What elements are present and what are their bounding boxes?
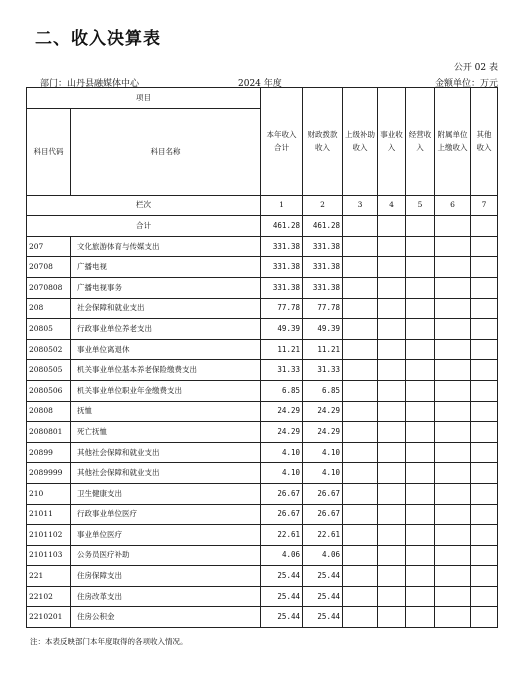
row-empty-cell: [378, 257, 406, 278]
row-empty-cell: [406, 463, 435, 484]
row-fiscal: 26.67: [303, 504, 343, 525]
row-empty-cell: [343, 277, 378, 298]
row-empty-cell: [471, 380, 498, 401]
row-empty-cell: [406, 277, 435, 298]
row-fiscal: 31.33: [303, 360, 343, 381]
row-empty-cell: [378, 360, 406, 381]
row-name: 广播电视: [71, 257, 261, 278]
header-upper: 上级补助收入: [343, 88, 378, 196]
table-row: [27, 483, 498, 504]
row-empty-cell: [435, 545, 471, 566]
row-fiscal: 331.38: [303, 277, 343, 298]
row-name: 机关事业单位基本养老保险缴费支出: [71, 360, 261, 381]
row-total: 331.38: [261, 257, 303, 278]
table-row: [27, 545, 498, 566]
row-fiscal: 25.44: [303, 607, 343, 628]
row-empty-cell: [343, 360, 378, 381]
row-code: 20899: [27, 442, 71, 463]
table-note: 注：本表反映部门本年度取得的各项收入情况。: [30, 637, 188, 646]
sum-fiscal: 461.28: [303, 216, 343, 237]
row-empty-cell: [343, 545, 378, 566]
row-code: 2210201: [27, 607, 71, 628]
row-empty-cell: [378, 277, 406, 298]
col-num-7: 7: [471, 195, 498, 216]
row-empty-cell: [378, 401, 406, 422]
row-empty-cell: [378, 566, 406, 587]
row-empty-cell: [378, 339, 406, 360]
column-number-label: 栏次: [27, 195, 261, 216]
row-empty-cell: [378, 442, 406, 463]
row-name: 住房公积金: [71, 607, 261, 628]
row-name: 事业单位离退休: [71, 339, 261, 360]
year-label: 2024 年度: [238, 79, 282, 89]
row-empty-cell: [435, 483, 471, 504]
row-empty-cell: [471, 442, 498, 463]
row-total: 331.38: [261, 277, 303, 298]
row-empty-cell: [435, 277, 471, 298]
row-name: 抚恤: [71, 401, 261, 422]
row-empty-cell: [343, 401, 378, 422]
table-row: [27, 257, 498, 278]
form-number: 公开 02 表: [453, 63, 498, 73]
row-empty-cell: [343, 463, 378, 484]
row-empty-cell: [343, 566, 378, 587]
row-empty-cell: [378, 586, 406, 607]
sum-label: 合计: [27, 216, 261, 237]
row-empty-cell: [406, 525, 435, 546]
col-num-3: 3: [343, 195, 378, 216]
table-row: [27, 422, 498, 443]
row-empty-cell: [378, 298, 406, 319]
col-num-5: 5: [406, 195, 435, 216]
row-empty-cell: [435, 607, 471, 628]
row-total: 31.33: [261, 360, 303, 381]
row-empty-cell: [343, 483, 378, 504]
row-fiscal: 26.67: [303, 483, 343, 504]
row-code: 20805: [27, 319, 71, 340]
row-code: 2101103: [27, 545, 71, 566]
sum-total: 461.28: [261, 216, 303, 237]
row-empty-cell: [406, 319, 435, 340]
row-empty-cell: [406, 422, 435, 443]
row-name: 文化旅游体育与传媒支出: [71, 236, 261, 257]
row-code: 2080801: [27, 422, 71, 443]
row-code: 2101102: [27, 525, 71, 546]
row-code: 221: [27, 566, 71, 587]
row-empty-cell: [406, 236, 435, 257]
row-code: 2080505: [27, 360, 71, 381]
row-total: 24.29: [261, 422, 303, 443]
department-label: 部门：山丹县融媒体中心: [40, 79, 140, 89]
row-fiscal: 6.85: [303, 380, 343, 401]
row-empty-cell: [471, 463, 498, 484]
table-row: [27, 607, 498, 628]
row-name: 卫生健康支出: [71, 483, 261, 504]
row-name: 住房保障支出: [71, 566, 261, 587]
table-row: [27, 504, 498, 525]
row-empty-cell: [343, 339, 378, 360]
row-empty-cell: [406, 360, 435, 381]
row-empty-cell: [406, 545, 435, 566]
row-empty-cell: [343, 422, 378, 443]
row-empty-cell: [343, 298, 378, 319]
row-empty-cell: [471, 236, 498, 257]
row-empty-cell: [343, 607, 378, 628]
row-fiscal: 4.10: [303, 442, 343, 463]
row-empty-cell: [406, 257, 435, 278]
table-row: [27, 319, 498, 340]
header-code: 科目代码: [27, 108, 71, 195]
row-empty-cell: [471, 504, 498, 525]
row-empty-cell: [435, 463, 471, 484]
row-code: 22102: [27, 586, 71, 607]
row-empty-cell: [471, 319, 498, 340]
row-empty-cell: [406, 566, 435, 587]
row-fiscal: 331.38: [303, 257, 343, 278]
row-empty-cell: [471, 525, 498, 546]
row-empty-cell: [343, 380, 378, 401]
unit-label: 金额单位：万元: [434, 79, 498, 89]
row-empty-cell: [435, 525, 471, 546]
row-empty-cell: [435, 236, 471, 257]
table-row: [27, 236, 498, 257]
row-empty-cell: [471, 360, 498, 381]
row-empty-cell: [343, 236, 378, 257]
row-code: 2080502: [27, 339, 71, 360]
row-empty-cell: [378, 545, 406, 566]
row-empty-cell: [471, 422, 498, 443]
row-total: 4.10: [261, 442, 303, 463]
table-row: [27, 586, 498, 607]
header-other: 其他收入: [471, 88, 498, 196]
row-fiscal: 25.44: [303, 586, 343, 607]
table-row: [27, 566, 498, 587]
row-empty-cell: [343, 319, 378, 340]
row-empty-cell: [471, 339, 498, 360]
row-name: 事业单位医疗: [71, 525, 261, 546]
row-empty-cell: [471, 277, 498, 298]
row-fiscal: 77.78: [303, 298, 343, 319]
row-fiscal: 331.38: [303, 236, 343, 257]
table-row: [27, 401, 498, 422]
header-item: 项目: [27, 88, 261, 109]
row-total: 49.39: [261, 319, 303, 340]
row-empty-cell: [471, 483, 498, 504]
row-empty-cell: [343, 525, 378, 546]
table-row: [27, 360, 498, 381]
page-title: 二、收入决算表: [35, 29, 161, 49]
row-code: 20708: [27, 257, 71, 278]
row-fiscal: 11.21: [303, 339, 343, 360]
header-affiliated: 附属单位上缴收入: [435, 88, 471, 196]
row-empty-cell: [378, 607, 406, 628]
row-empty-cell: [378, 483, 406, 504]
table-row: [27, 463, 498, 484]
header-business: 事业收入: [378, 88, 406, 196]
row-code: 2089999: [27, 463, 71, 484]
row-empty-cell: [435, 319, 471, 340]
row-empty-cell: [435, 360, 471, 381]
row-empty-cell: [378, 319, 406, 340]
row-name: 住房改革支出: [71, 586, 261, 607]
table-row: [27, 339, 498, 360]
header-fiscal: 财政拨款收入: [303, 88, 343, 196]
row-total: 25.44: [261, 607, 303, 628]
row-fiscal: 4.06: [303, 545, 343, 566]
row-empty-cell: [471, 607, 498, 628]
row-empty-cell: [378, 236, 406, 257]
row-empty-cell: [378, 422, 406, 443]
row-empty-cell: [343, 586, 378, 607]
row-fiscal: 25.44: [303, 566, 343, 587]
row-total: 4.10: [261, 463, 303, 484]
row-name: 广播电视事务: [71, 277, 261, 298]
income-table: [26, 87, 498, 628]
row-empty-cell: [406, 586, 435, 607]
row-name: 社会保障和就业支出: [71, 298, 261, 319]
header-name: 科目名称: [71, 108, 261, 195]
row-name: 公务员医疗补助: [71, 545, 261, 566]
row-fiscal: 24.29: [303, 422, 343, 443]
row-empty-cell: [435, 380, 471, 401]
row-code: 21011: [27, 504, 71, 525]
row-empty-cell: [435, 257, 471, 278]
row-total: 77.78: [261, 298, 303, 319]
row-code: 207: [27, 236, 71, 257]
row-empty-cell: [435, 442, 471, 463]
row-empty-cell: [343, 257, 378, 278]
table-row: [27, 277, 498, 298]
row-empty-cell: [435, 298, 471, 319]
row-empty-cell: [406, 504, 435, 525]
row-empty-cell: [435, 339, 471, 360]
row-empty-cell: [378, 380, 406, 401]
row-empty-cell: [471, 257, 498, 278]
table-row: [27, 525, 498, 546]
row-name: 其他社会保障和就业支出: [71, 463, 261, 484]
row-code: 210: [27, 483, 71, 504]
row-code: 20808: [27, 401, 71, 422]
row-empty-cell: [435, 401, 471, 422]
row-empty-cell: [471, 545, 498, 566]
row-empty-cell: [406, 339, 435, 360]
header-total: 本年收入合计: [261, 88, 303, 196]
row-fiscal: 24.29: [303, 401, 343, 422]
row-code: 2080506: [27, 380, 71, 401]
table-row: [27, 298, 498, 319]
row-empty-cell: [406, 380, 435, 401]
row-total: 22.61: [261, 525, 303, 546]
row-empty-cell: [435, 422, 471, 443]
row-empty-cell: [406, 401, 435, 422]
row-fiscal: 49.39: [303, 319, 343, 340]
row-empty-cell: [471, 586, 498, 607]
row-empty-cell: [471, 566, 498, 587]
col-num-1: 1: [261, 195, 303, 216]
col-num-2: 2: [303, 195, 343, 216]
row-total: 25.44: [261, 566, 303, 587]
row-total: 4.06: [261, 545, 303, 566]
row-empty-cell: [435, 566, 471, 587]
table-body: [27, 236, 498, 627]
row-empty-cell: [343, 442, 378, 463]
row-empty-cell: [406, 298, 435, 319]
row-name: 行政事业单位养老支出: [71, 319, 261, 340]
row-code: 208: [27, 298, 71, 319]
row-name: 行政事业单位医疗: [71, 504, 261, 525]
row-empty-cell: [471, 401, 498, 422]
col-num-6: 6: [435, 195, 471, 216]
col-num-4: 4: [378, 195, 406, 216]
row-name: 死亡抚恤: [71, 422, 261, 443]
row-empty-cell: [378, 463, 406, 484]
row-total: 6.85: [261, 380, 303, 401]
row-empty-cell: [378, 504, 406, 525]
row-name: 其他社会保障和就业支出: [71, 442, 261, 463]
table-row: [27, 380, 498, 401]
row-empty-cell: [406, 607, 435, 628]
table-row: [27, 442, 498, 463]
row-total: 25.44: [261, 586, 303, 607]
row-empty-cell: [435, 586, 471, 607]
row-total: 11.21: [261, 339, 303, 360]
row-total: 24.29: [261, 401, 303, 422]
row-total: 26.67: [261, 483, 303, 504]
row-fiscal: 22.61: [303, 525, 343, 546]
row-fiscal: 4.10: [303, 463, 343, 484]
row-code: 2070808: [27, 277, 71, 298]
row-empty-cell: [435, 504, 471, 525]
row-empty-cell: [471, 298, 498, 319]
row-total: 26.67: [261, 504, 303, 525]
row-total: 331.38: [261, 236, 303, 257]
row-empty-cell: [406, 483, 435, 504]
header-operation: 经营收入: [406, 88, 435, 196]
row-empty-cell: [406, 442, 435, 463]
row-name: 机关事业单位职业年金缴费支出: [71, 380, 261, 401]
row-empty-cell: [343, 504, 378, 525]
row-empty-cell: [378, 525, 406, 546]
